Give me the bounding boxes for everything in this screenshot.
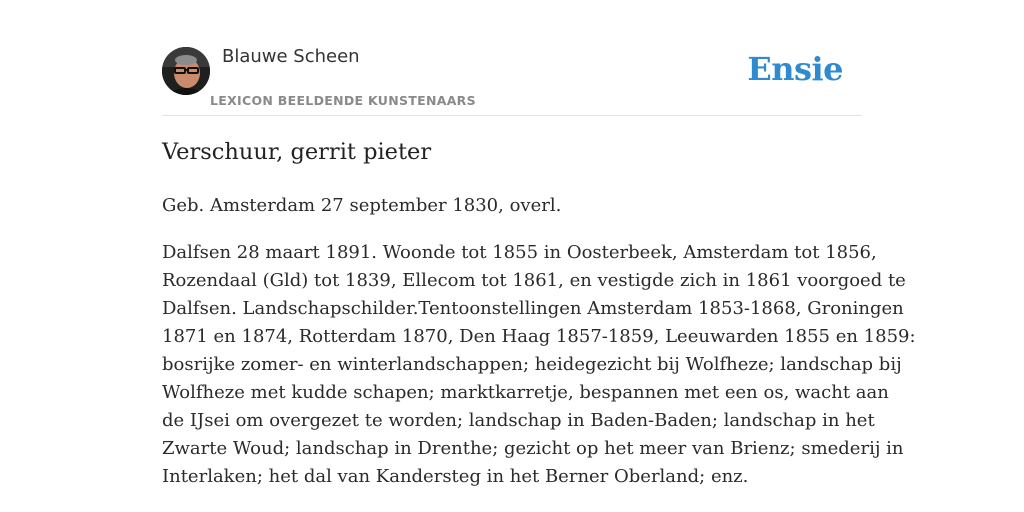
body-line: Wolfheze met kudde schapen; marktkarretje, bespannen met een os, wacht aan: [162, 382, 889, 403]
body-line: de IJsei om overgezet te worden; landschap in Baden-Baden; landschap in het: [162, 410, 875, 431]
author-avatar[interactable]: [162, 47, 210, 95]
header: [162, 0, 862, 116]
avatar-photo-icon: [162, 47, 210, 95]
body-line: Rozendaal (Gld) tot 1839, Ellecom tot 1861, en vestigde zich in 1861 voorgoed te: [162, 270, 906, 291]
body-line: Dalfsen 28 maart 1891. Woonde tot 1855 in Oosterbeek, Amsterdam tot 1856,: [162, 242, 877, 263]
body-line: 1871 en 1874, Rotterdam 1870, Den Haag 1857-1859, Leeuwarden 1855 en 1859:: [162, 326, 916, 347]
article-body: [162, 239, 916, 491]
author-name[interactable]: Blauwe Scheen: [222, 46, 360, 67]
article-title: Verschuur, gerrit pieter: [162, 139, 432, 165]
category-label[interactable]: LEXICON BEELDENDE KUNSTENAARS: [210, 93, 476, 108]
brand-logo[interactable]: Ensie: [747, 50, 843, 88]
article-intro: Geb. Amsterdam 27 september 1830, overl.: [162, 195, 562, 216]
body-line: Interlaken; het dal van Kandersteg in het Berner Oberland; enz.: [162, 466, 749, 487]
body-line: bosrijke zomer- en winterlandschappen; heidegezicht bij Wolfheze; landschap bij: [162, 354, 902, 375]
body-line: Dalfsen. Landschapschilder.Tentoonstellingen Amsterdam 1853-1868, Groningen: [162, 298, 904, 319]
body-line: Zwarte Woud; landschap in Drenthe; gezicht op het meer van Brienz; smederij in: [162, 438, 904, 459]
